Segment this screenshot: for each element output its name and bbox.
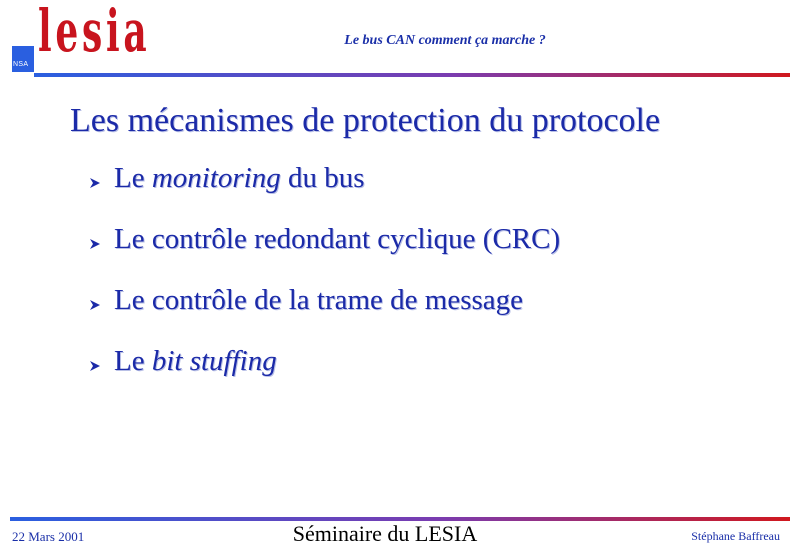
bullet-item [88, 345, 560, 406]
bullet-item [88, 223, 560, 284]
bullet-item [88, 284, 560, 345]
header-divider [34, 73, 790, 77]
arrow-bullet-icon [88, 162, 114, 190]
bullet-text: Le monitoring du bus [114, 162, 365, 194]
header-title: Le bus CAN comment ça marche ? [344, 33, 546, 48]
logo-nsa-block [12, 46, 34, 72]
footer-author: Stéphane Baffreau [691, 529, 780, 543]
slide-title: Les mécanismes de protection du protocole [70, 102, 661, 139]
bullet-text: Le bit stuffing [114, 345, 277, 377]
footer-date: 22 Mars 2001 [12, 529, 85, 544]
footer-seminar-title: Séminaire du LESIA [292, 521, 478, 546]
arrow-bullet-icon [88, 223, 114, 251]
bullet-item [88, 162, 560, 223]
logo-nsa-text: NSA [13, 61, 29, 68]
bullet-text: Le contrôle de la trame de message [114, 284, 524, 316]
bullet-list [88, 162, 560, 406]
arrow-bullet-icon [88, 345, 114, 373]
arrow-bullet-icon [88, 284, 114, 312]
lesia-logo: lesia [38, 0, 151, 65]
bullet-text: Le contrôle redondant cyclique (CRC) [114, 223, 561, 255]
